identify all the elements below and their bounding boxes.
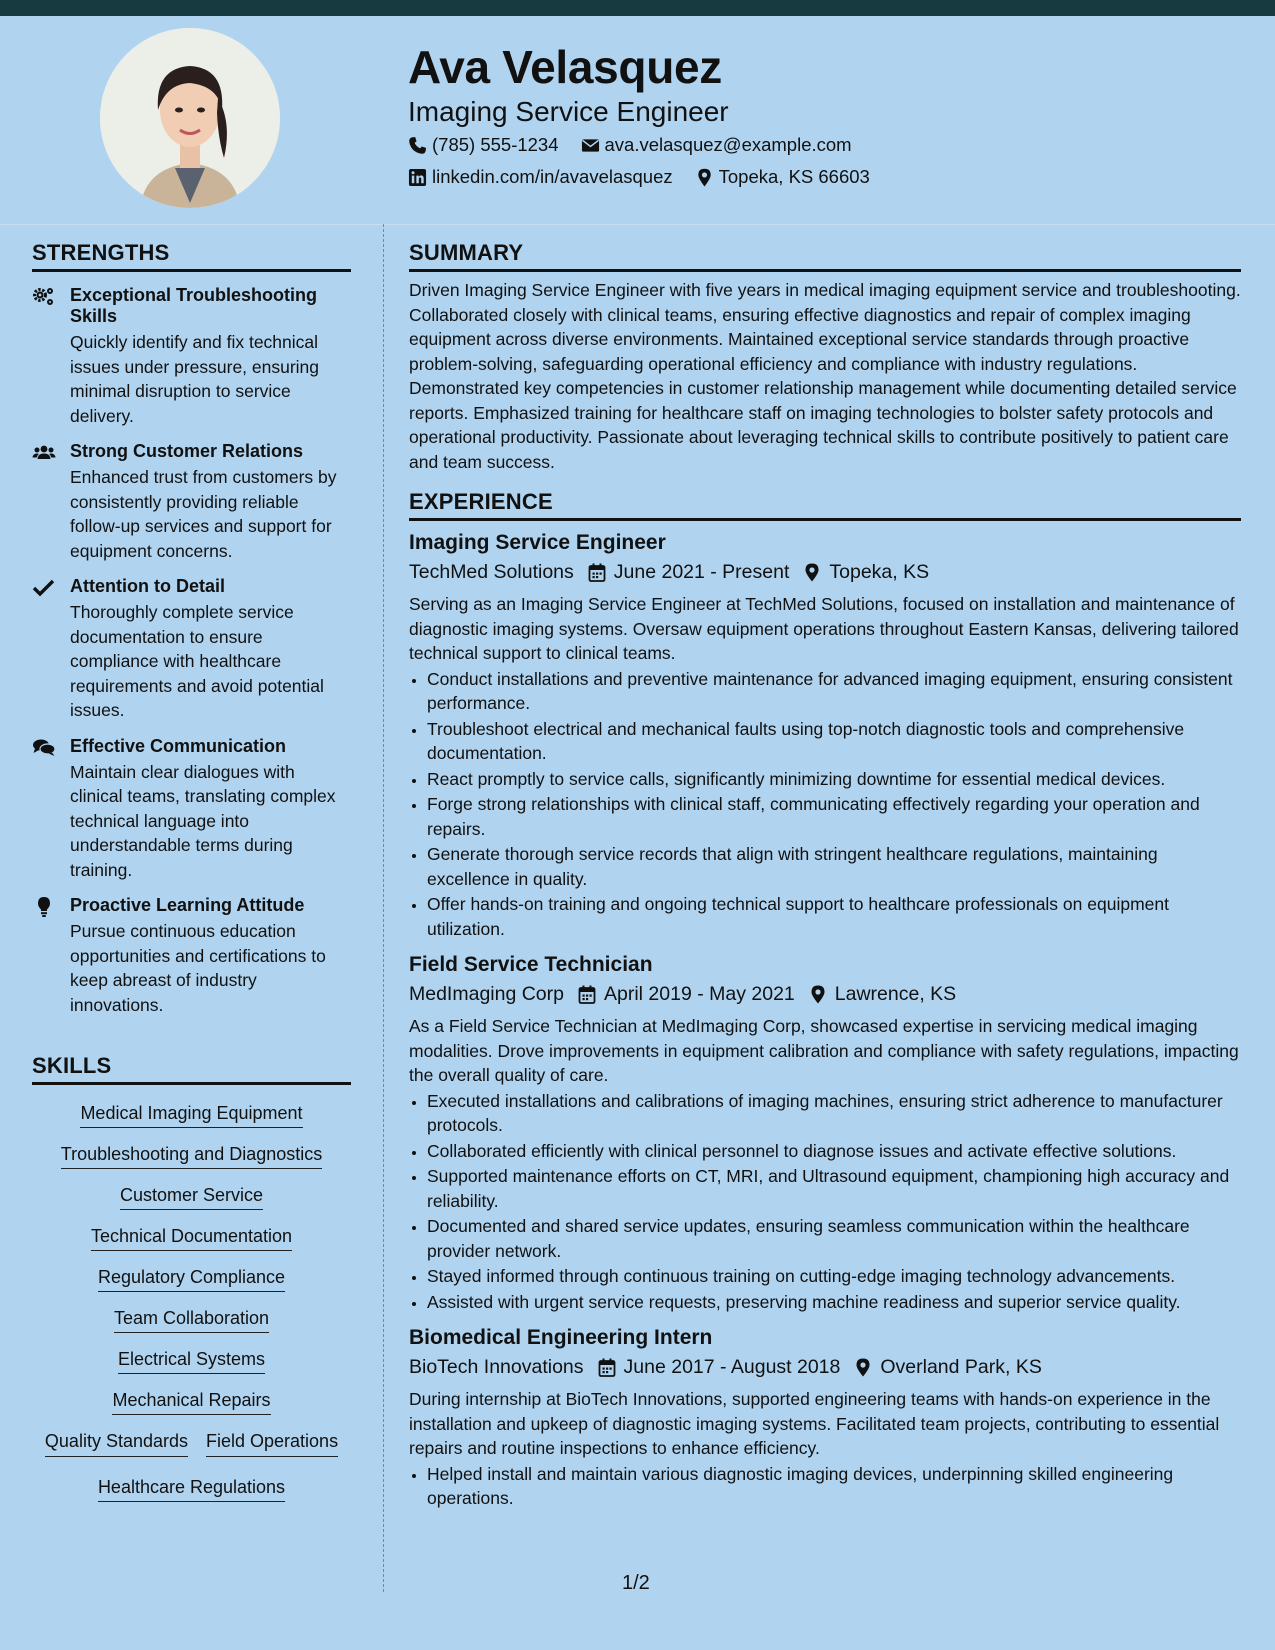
linkedin-icon — [408, 168, 427, 187]
strength-name: Strong Customer Relations — [70, 441, 304, 461]
job-meta — [409, 1356, 1241, 1379]
location-contact — [695, 166, 870, 188]
job-bullet: • Collaborated efficiently with clinical personnel to diagnose issues and activate effective solutions. — [427, 1139, 1241, 1164]
job-bullet: • Conduct installations and preventive maintenance for advanced imaging equipment, ensuring consistent performance. — [427, 667, 1241, 716]
top-accent-bar — [0, 0, 1275, 16]
strength-item — [32, 576, 351, 723]
job-entry — [409, 1326, 1241, 1511]
job-company: TechMed Solutions — [409, 561, 574, 583]
job-bullet: • Stayed informed through continuous training on cutting-edge imaging technology advancements. — [427, 1264, 1241, 1289]
skill-tag: Quality Standards — [45, 1431, 188, 1457]
left-column — [32, 240, 351, 1498]
right-column — [409, 240, 1241, 1511]
skill-tag: Medical Imaging Equipment — [80, 1103, 302, 1128]
skill-tag: Technical Documentation — [91, 1226, 292, 1251]
job-location: Lawrence, KS — [834, 983, 957, 1005]
resume-header — [0, 16, 1275, 225]
skill-row — [32, 1390, 351, 1411]
map-pin-icon — [809, 985, 827, 1004]
skill-tag: Customer Service — [120, 1185, 263, 1210]
job-dates-wrap — [588, 561, 790, 584]
email-text: ava.velasquez@example.com — [604, 134, 852, 155]
job-location-wrap — [809, 983, 956, 1006]
job-bullets — [409, 1089, 1241, 1315]
strengths-heading: STRENGTHS — [32, 240, 351, 272]
job-role: Biomedical Engineering Intern — [409, 1326, 713, 1349]
job-bullet: • Assisted with urgent service requests, preserving machine readiness and superior service quality. — [427, 1290, 1241, 1315]
skill-tag: Electrical Systems — [118, 1349, 265, 1374]
linkedin-text: linkedin.com/in/avavelasquez — [432, 166, 673, 187]
skill-row — [32, 1144, 351, 1165]
users-icon — [32, 442, 56, 464]
page-indicator: 1/2 — [622, 1572, 650, 1594]
strength-desc: Pursue continuous education opportunities and certifications to keep abreast of industry innovations. — [70, 921, 326, 1015]
candidate-name: Ava Velasquez — [408, 41, 723, 93]
job-role: Imaging Service Engineer — [409, 531, 666, 554]
comments-icon — [32, 737, 56, 759]
skills-list — [32, 1103, 351, 1498]
job-bullet: • Supported maintenance efforts on CT, MRI, and Ultrasound equipment, championing high accuracy and reliability. — [427, 1164, 1241, 1213]
strength-item — [32, 736, 351, 883]
strength-name: Effective Communication — [70, 735, 287, 756]
summary-text: Driven Imaging Service Engineer with five years in medical imaging equipment service and troubleshooting. Collaborated closely with clinical teams, ensuring effective diagnostics and repair of complex imaging equipment across diverse environments. Maintained exceptional service standards through proactive problem-solving, safeguarding operational efficiency and compliance with industry regulations. Demonstrated key competencies in customer relationship management while documenting detailed service reports. Emphasized training for healthcare staff on imaging technologies to bolster safety protocols and operational productivity. Passionate about leveraging technical skills to contribute positively to patient care and team success. — [409, 280, 1241, 472]
job-dates: April 2019 - May 2021 — [604, 983, 795, 1005]
map-pin-icon — [695, 168, 714, 187]
map-pin-icon — [803, 563, 821, 582]
job-company: MedImaging Corp — [409, 983, 564, 1005]
contact-row-secondary — [408, 166, 870, 188]
skill-row — [32, 1226, 351, 1247]
phone-text: (785) 555-1234 — [432, 134, 559, 155]
summary-heading: SUMMARY — [409, 240, 1241, 272]
skill-row — [32, 1103, 351, 1124]
job-dates: June 2021 - Present — [613, 561, 790, 583]
job-bullet: • Troubleshoot electrical and mechanical faults using top-notch diagnostic tools and comprehensive documentation. — [427, 717, 1241, 766]
job-location: Topeka, KS — [829, 561, 930, 583]
job-dates-wrap — [598, 1356, 841, 1379]
strength-desc: Quickly identify and fix technical issues under pressure, ensuring minimal disruption to service delivery. — [70, 332, 320, 426]
gears-icon — [32, 286, 56, 308]
lightbulb-icon — [32, 896, 56, 918]
job-bullet: • Helped install and maintain various diagnostic imaging devices, underpinning skilled engineering operations. — [427, 1462, 1241, 1511]
strength-desc: Enhanced trust from customers by consistently providing reliable follow-up services and support for equipment concerns. — [70, 467, 337, 561]
calendar-icon — [588, 563, 606, 582]
job-bullets — [409, 667, 1241, 942]
job-meta — [409, 983, 1241, 1006]
job-location: Overland Park, KS — [880, 1356, 1042, 1378]
skill-row — [32, 1308, 351, 1329]
strength-name: Proactive Learning Attitude — [70, 895, 305, 915]
job-bullet: • Forge strong relationships with clinical staff, communicating effectively regarding your operation and repairs. — [427, 792, 1241, 841]
strength-item — [32, 441, 351, 563]
strength-name: Attention to Detail — [70, 576, 225, 596]
map-pin-icon — [854, 1358, 872, 1377]
strength-name: Exceptional Troubleshooting Skills — [70, 285, 318, 326]
phone-contact[interactable] — [408, 134, 559, 156]
email-contact[interactable] — [581, 134, 852, 156]
job-location-wrap — [803, 561, 929, 584]
job-bullet: • React promptly to service calls, significantly minimizing downtime for essential medical devices. — [427, 767, 1241, 792]
skill-tag: Team Collaboration — [114, 1308, 269, 1333]
skills-heading: SKILLS — [32, 1053, 351, 1085]
strength-desc: Thoroughly complete service documentation to ensure compliance with healthcare requirements and avoid potential issues. — [70, 602, 324, 720]
avatar — [100, 28, 280, 208]
job-entry — [409, 531, 1241, 941]
job-bullet: • Executed installations and calibrations of imaging machines, ensuring strict adherence to manufacturer protocols. — [427, 1089, 1241, 1138]
phone-icon — [408, 136, 427, 155]
contact-row-primary — [408, 134, 852, 156]
experience-heading: EXPERIENCE — [409, 489, 1241, 521]
location-text: Topeka, KS 66603 — [718, 166, 870, 187]
job-description: As a Field Service Technician at MedImaging Corp, showcased expertise in servicing medical imaging modalities. Drove improvements in equipment calibration and compliance with safety regulations, impacting the overall quality of care. — [409, 1016, 1239, 1085]
skill-row — [32, 1477, 351, 1498]
strength-item — [32, 895, 351, 1017]
strength-item — [32, 285, 351, 428]
job-dates-wrap — [578, 983, 795, 1006]
job-role: Field Service Technician — [409, 953, 653, 976]
skill-row — [32, 1349, 351, 1370]
job-bullet: • Generate thorough service records that align with stringent healthcare regulations, maintaining excellence in quality. — [427, 842, 1241, 891]
check-icon — [32, 577, 56, 599]
linkedin-contact[interactable] — [408, 166, 673, 188]
skill-tag: Troubleshooting and Diagnostics — [61, 1144, 323, 1169]
candidate-title: Imaging Service Engineer — [408, 96, 729, 127]
skill-tag: Healthcare Regulations — [98, 1477, 285, 1502]
job-location-wrap — [854, 1356, 1041, 1379]
column-divider — [383, 224, 384, 1592]
skill-row — [32, 1267, 351, 1288]
job-description: During internship at BioTech Innovations, supported engineering teams with hands-on experience in the installation and upkeep of diagnostic imaging systems. Facilitated team projects, contributing to essential repairs and routine inspections to enhance efficiency. — [409, 1389, 1220, 1458]
calendar-icon — [598, 1358, 616, 1377]
job-entry — [409, 953, 1241, 1314]
calendar-icon — [578, 985, 596, 1004]
skill-tag: Field Operations — [206, 1431, 338, 1457]
skill-tag: Regulatory Compliance — [98, 1267, 285, 1292]
skill-row — [32, 1185, 351, 1206]
envelope-icon — [581, 136, 600, 155]
job-bullet: • Documented and shared service updates, ensuring seamless communication within the healthcare provider network. — [427, 1214, 1241, 1263]
job-description: Serving as an Imaging Service Engineer at TechMed Solutions, focused on installation and maintenance of diagnostic imaging systems. Oversaw equipment operations throughout Eastern Kansas, delivering tailored technical support to clinical teams. — [409, 594, 1239, 663]
portrait-illustration — [100, 28, 280, 208]
skill-tag: Mechanical Repairs — [112, 1390, 270, 1415]
job-company: BioTech Innovations — [409, 1356, 584, 1378]
job-bullet: • Offer hands-on training and ongoing technical support to healthcare professionals on equipment utilization. — [427, 892, 1241, 941]
job-dates: June 2017 - August 2018 — [623, 1356, 841, 1378]
strength-desc: Maintain clear dialogues with clinical teams, translating complex technical language into understandable terms during training. — [70, 761, 336, 880]
job-meta — [409, 561, 1241, 584]
job-bullets — [409, 1462, 1241, 1511]
